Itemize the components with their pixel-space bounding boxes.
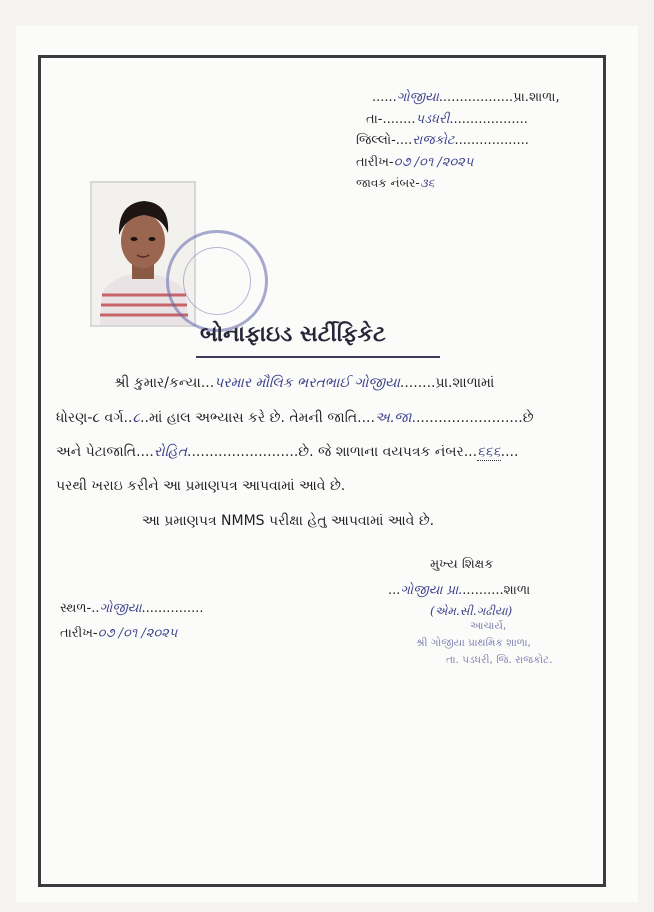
principal-stamp-line-2: શ્રી ગોજીયા પ્રાથમિક શાળા, — [416, 637, 531, 649]
body-line2-suffix: છે — [522, 410, 534, 426]
principal-stamp-line-3: તા. પડધરી, જિ. રાજકોટ. — [446, 654, 553, 666]
register-number-value: ૬૬૬ — [477, 444, 501, 460]
body-line3-prefix: અને પેટાજાતિ — [56, 444, 137, 460]
student-name: પરમાર મૌલિક ભરતભાઈ ગોજીયા — [214, 375, 400, 391]
header-school-suffix: પ્રા.શાળા, — [513, 90, 560, 105]
footer-date-line — [60, 626, 177, 641]
header-school-value: ગોજીયા — [396, 90, 439, 105]
body-line2-prefix: ધોરણ-૮ વર્ગ — [56, 410, 124, 426]
place-label: સ્થળ- — [60, 601, 92, 616]
body-line2-mid: માં હાલ અભ્યાસ કરે છે. તેમની જાતિ — [149, 410, 358, 426]
body-line1-prefix: શ્રી કુમાર/કન્યા — [114, 375, 201, 391]
header-taluka-label: તા- — [366, 112, 383, 127]
body-line1-suffix: પ્રા.શાળામાં — [435, 375, 495, 391]
place-value: ગોજીયા — [99, 601, 142, 616]
class-value: ૮ — [132, 410, 141, 426]
principal-school-suffix: શાળા — [503, 583, 531, 598]
body-line-2: ધોરણ-૮ વર્ગ..૮..માં હાલ અભ્યાસ કરે છે. તેમની જાતિ....અ.જા.........................છે — [56, 410, 534, 426]
caste-value: અ.જા. — [374, 410, 416, 426]
principal-label: મુખ્ય શિક્ષક — [430, 557, 494, 572]
header-district-line: જિલ્લો-....રાજકોટ.................. — [356, 133, 529, 148]
header-outward-line — [356, 176, 434, 191]
header-date-value: ૦૭ /૦૧ /૨૦૨૫ — [393, 155, 474, 170]
principal-signature: (એમ.સી.ગઢીયા) — [430, 604, 513, 618]
certificate-title: બોનાફાઇડ સર્ટીફિકેટ — [200, 322, 386, 347]
header-taluka-value: પડધરી — [415, 112, 450, 127]
footer-date-label: તારીખ- — [60, 626, 98, 641]
body-line-5: આ પ્રમાણપત્ર NMMS પરીક્ષા હેતુ આપવામાં આવે છે. — [142, 513, 435, 529]
footer-date-value: ૦૭ /૦૧ /૨૦૨૫ — [97, 626, 178, 641]
header-date-line — [356, 155, 473, 170]
header-district-value: રાજકોટ — [412, 133, 455, 148]
header-outward-value: ૩૬ — [419, 176, 435, 190]
header-district-label: જિલ્લો- — [356, 133, 396, 148]
body-line-3: અને પેટાજાતિ....રોહિત.........................છે. જે શાળાના વયપત્રક નંબર...૬૬૬.... — [56, 444, 519, 460]
place-line: સ્થળ-..ગોજીયા............... — [60, 601, 204, 616]
principal-school-line: ...ગોજીયા પ્રા...........શાળા — [388, 583, 531, 598]
school-round-stamp — [166, 230, 268, 332]
principal-school-value: ગોજીયા પ્રા. — [400, 583, 463, 598]
body-line3-mid: છે. જે શાળાના વયપત્રક નંબર — [298, 444, 464, 460]
header-taluka-line: તા-........પડધરી................... — [366, 112, 528, 127]
subcaste-value: રોહિત — [153, 444, 188, 460]
header-date-label: તારીખ- — [356, 155, 394, 170]
header-outward-label: જાવક નંબર- — [356, 176, 420, 190]
body-line-1: શ્રી કુમાર/કન્યા...પરમાર મૌલિક ભરતભાઈ ગોજીયા........પ્રા.શાળામાં — [114, 375, 495, 391]
principal-stamp-line-1: આચાર્ય, — [470, 620, 507, 632]
body-line-4: પરથી ખરાઇ કરીને આ પ્રમાણપત્ર આપવામાં આવે છે. — [56, 478, 346, 494]
title-underline — [196, 356, 440, 358]
header-school-line: ......ગોજીયા..................પ્રા.શાળા, — [372, 90, 560, 105]
school-round-stamp-inner — [183, 247, 251, 315]
certificate-border — [38, 55, 606, 887]
